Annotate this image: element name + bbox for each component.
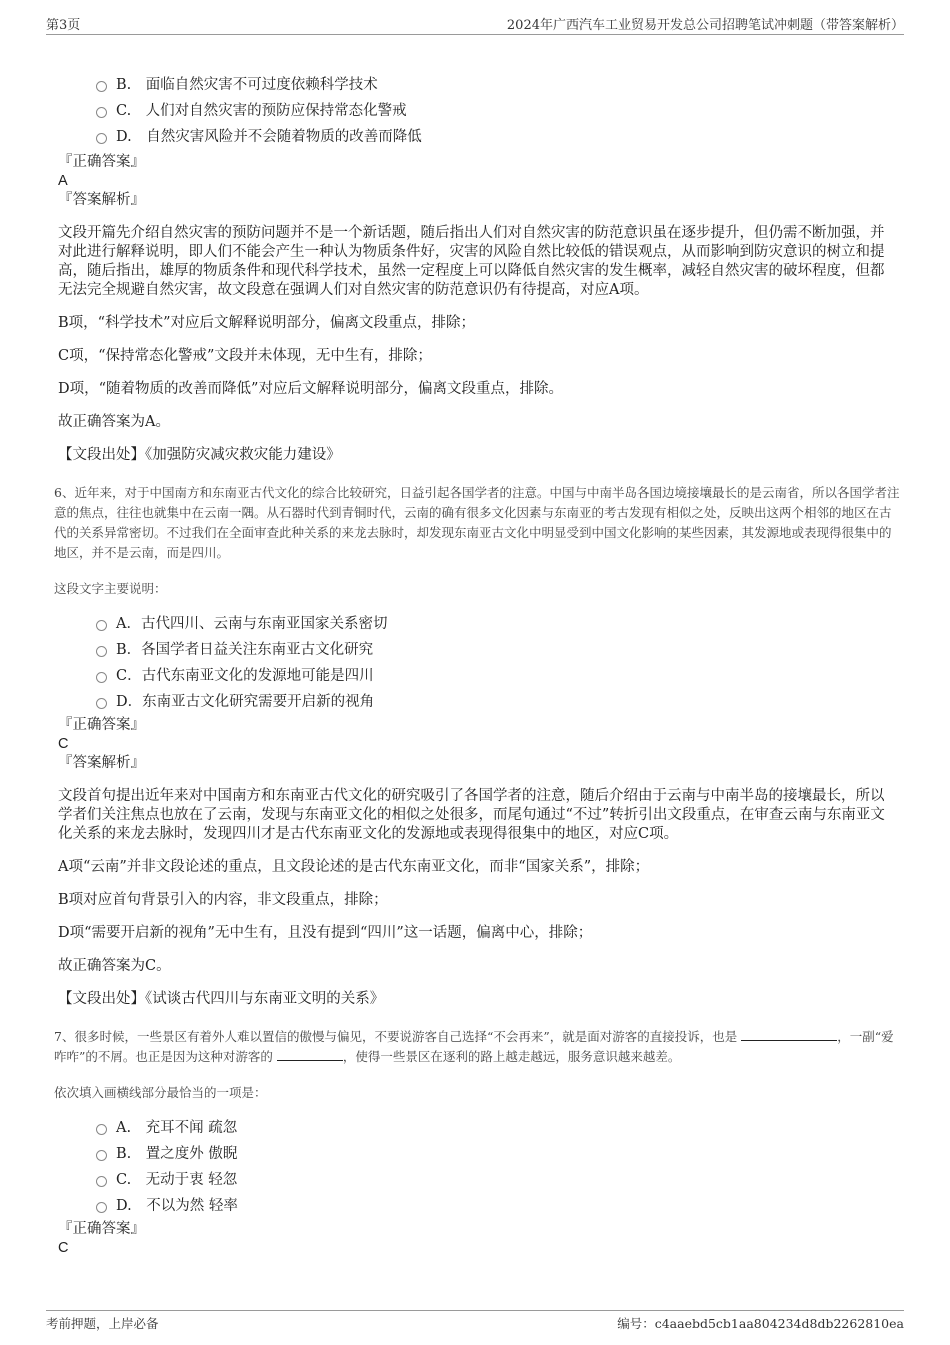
- question-text: 6、近年来，对于中国南方和东南亚古代文化的综合比较研究，日益引起各国学者的注意。中国与中南半岛各国边境接壤最长的是云南省，所以各国学者注意的焦点，往往也就集中在云南一隅。从石器时代到青铜时代，云南的确有很多文化因素与东南亚的考古发现有相似之处，反映出这两个相邻的地区在古代的关系异常密切。不过我们在全面审查此种关系的来龙去脉时，却发现东南亚古文化中明显受到中国文化影响的某些因素，其发源地或表现得很集中的地区，并不是云南，而是四川。: [54, 485, 900, 560]
- answer-label: 『正确答案』: [58, 1221, 145, 1237]
- analysis-paragraph: 文段首句提出近年来对中国南方和东南亚古代文化的研究吸引了各国学者的注意，随后介绍由于云南与中南半岛的接壤最长，所以学者们关注焦点也放在了云南，发现与东南亚文化的相似之处很多，而尾句通过“不过”转折引出文段重点，在审查云南与东南亚文化关系的来龙去脉时，发现四川才是古代东南亚文化的发源地或表现得很集中的地区，对应C项。: [58, 788, 885, 842]
- analysis-paragraph: D项“需要开启新的视角”无中生有，且没有提到“四川”这一话题，偏离中心，排除；: [58, 925, 593, 941]
- question-prompt: 这段文字主要说明：: [54, 581, 167, 596]
- option-c[interactable]: C. 人们对自然灾害的预防应保持常态化警戒: [54, 98, 900, 124]
- option-b[interactable]: B. 置之度外 傲睨: [54, 1141, 900, 1167]
- analysis-paragraph: A项“云南”并非文段论述的重点，且文段论述的是古代东南亚文化，而非“国家关系”，排除；: [58, 859, 650, 875]
- q6-options: [54, 611, 900, 715]
- radio-icon[interactable]: [96, 1176, 107, 1187]
- q7-options: [54, 1115, 900, 1219]
- analysis-paragraph: 文段开篇先介绍自然灾害的预防问题并不是一个新话题，随后指出人们对自然灾害的防范意识虽在逐步提升，但仍需不断加强，并对此进行解释说明，即人们不能会产生一种认为物质条件好，灾害的风险自然比较低的错误观点，从而影响到防灾意识的树立和提高，随后指出，雄厚的物质条件和现代科学技术，虽然一定程度上可以降低自然灾害的发生概率，减轻自然灾害的破坏程度，但都无法完全规避自然灾害，故文段意在强调人们对自然灾害的防范意识仍有待提高，对应A项。: [58, 225, 885, 298]
- q5-options: [54, 72, 900, 150]
- radio-icon[interactable]: [96, 81, 107, 92]
- option-a[interactable]: A. 充耳不闻 疏忽: [54, 1115, 900, 1141]
- document-id: 编号：c4aaebd5cb1aa804234d8db2262810ea: [617, 1316, 904, 1331]
- radio-icon[interactable]: [96, 672, 107, 683]
- option-a[interactable]: A．古代四川、云南与东南亚国家关系密切: [54, 611, 900, 637]
- analysis-label: 『答案解析』: [58, 755, 145, 771]
- option-d[interactable]: D．东南亚古文化研究需要开启新的视角: [54, 689, 900, 715]
- answer-label: 『正确答案』: [58, 154, 145, 170]
- analysis-label: 『答案解析』: [58, 192, 145, 208]
- option-c[interactable]: C．古代东南亚文化的发源地可能是四川: [54, 663, 900, 689]
- analysis-paragraph: 故正确答案为A。: [58, 414, 170, 430]
- radio-icon[interactable]: [96, 698, 107, 709]
- analysis-paragraph: B项，“科学技术”对应后文解释说明部分，偏离文段重点，排除；: [58, 315, 475, 331]
- analysis-paragraph: B项对应首句背景引入的内容，非文段重点，排除；: [58, 892, 388, 908]
- radio-icon[interactable]: [96, 107, 107, 118]
- footer-slogan: 考前押题，上岸必备: [46, 1316, 159, 1331]
- document-title: 2024年广西汽车工业贸易开发总公司招聘笔试冲刺题（带答案解析）: [506, 18, 904, 33]
- answer-value: C: [58, 1240, 69, 1256]
- radio-icon[interactable]: [96, 1150, 107, 1161]
- option-c[interactable]: C. 无动于衷 轻忽: [54, 1167, 900, 1193]
- question-prompt: 依次填入画横线部分最恰当的一项是：: [54, 1085, 267, 1100]
- radio-icon[interactable]: [96, 620, 107, 631]
- fill-blank-2[interactable]: [277, 1048, 343, 1061]
- source-citation: 【文段出处】《加强防灾减灾救灾能力建设》: [58, 447, 341, 463]
- radio-icon[interactable]: [96, 646, 107, 657]
- option-d[interactable]: D. 自然灾害风险并不会随着物质的改善而降低: [54, 124, 900, 150]
- source-citation: 【文段出处】《试谈古代四川与东南亚文明的关系》: [58, 991, 385, 1007]
- fill-blank-1[interactable]: [741, 1028, 837, 1041]
- page-content: [54, 72, 900, 1257]
- option-b[interactable]: B. 面临自然灾害不可过度依赖科学技术: [54, 72, 900, 98]
- answer-label: 『正确答案』: [58, 717, 145, 733]
- page-number: 第3页: [46, 18, 81, 33]
- option-d[interactable]: D. 不以为然 轻率: [54, 1193, 900, 1219]
- radio-icon[interactable]: [96, 1202, 107, 1213]
- analysis-paragraph: 故正确答案为C。: [58, 958, 171, 974]
- radio-icon[interactable]: [96, 1124, 107, 1135]
- radio-icon[interactable]: [96, 133, 107, 144]
- question-text: 7、很多时候，一些景区有着外人难以置信的傲慢与偏见，不要说游客自己选择“不会再来”，就是面对游客的直接投诉，也是 ，一副“爱咋咋”的不屑。也正是因为这种对游客的 ，使得一些景区在逐利的路上越走越远，服务意识越来越差。: [54, 1029, 894, 1064]
- analysis-paragraph: C项，“保持常态化警戒”文段并未体现，无中生有，排除；: [58, 348, 432, 364]
- answer-value: A: [58, 173, 68, 189]
- answer-value: C: [58, 736, 69, 752]
- page-footer: [46, 1310, 904, 1331]
- page-header: [46, 12, 904, 35]
- option-b[interactable]: B．各国学者日益关注东南亚古文化研究: [54, 637, 900, 663]
- analysis-paragraph: D项，“随着物质的改善而降低”对应后文解释说明部分，偏离文段重点，排除。: [58, 381, 563, 397]
